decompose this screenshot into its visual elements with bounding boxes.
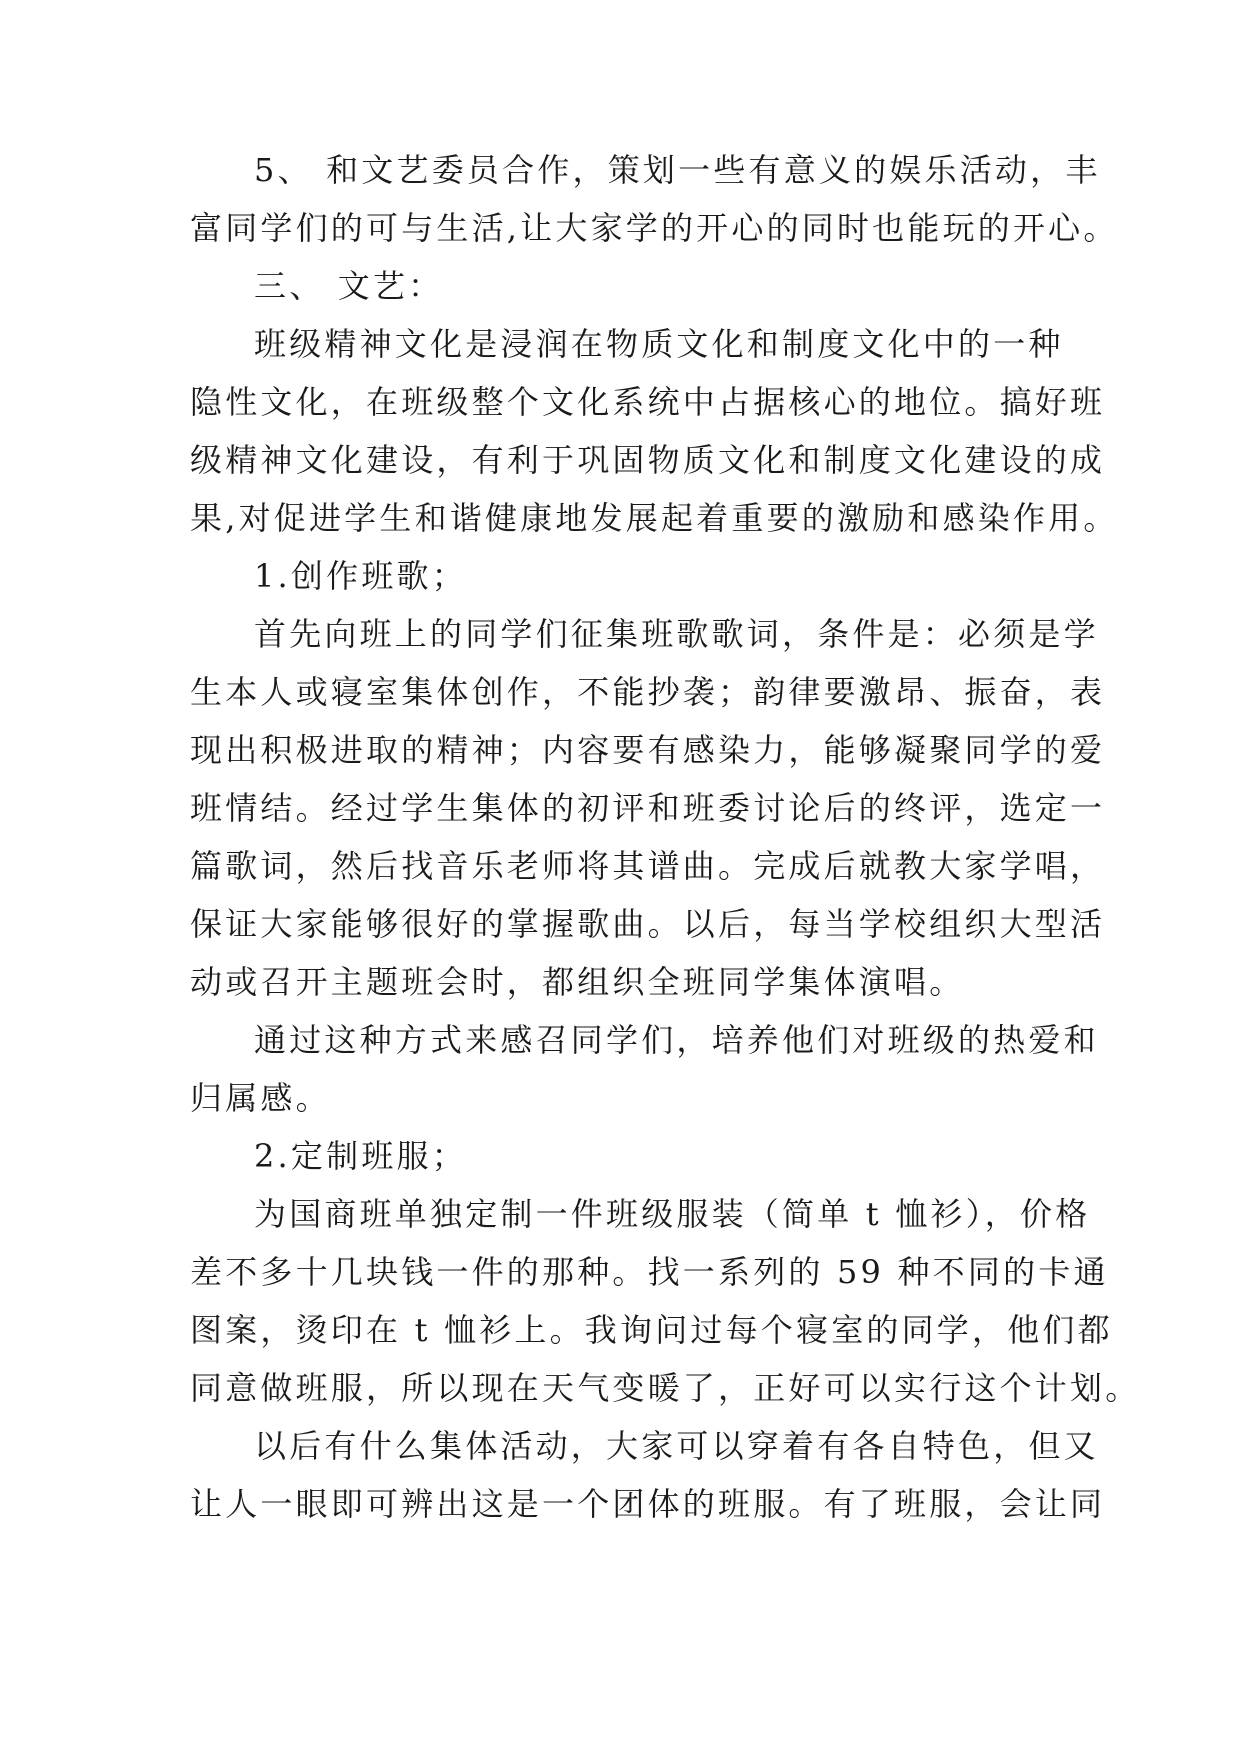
text-line: 篇歌词，然后找音乐老师将其谱曲。完成后就教大家学唱，	[190, 847, 1106, 885]
text-line: 富同学们的可与生活,让大家学的开心的同时也能玩的开心。	[190, 209, 1119, 247]
text-line: 图案，烫印在 t 恤衫上。我询问过每个寝室的同学，他们都	[190, 1311, 1113, 1349]
subheading: 1.创作班歌；	[254, 557, 467, 595]
text-line: 让人一眼即可辨出这是一个团体的班服。有了班服，会让同	[190, 1485, 1106, 1523]
text-line: 首先向班上的同学们征集班歌歌词，条件是：必须是学	[254, 615, 1099, 653]
text-line: 同意做班服，所以现在天气变暖了，正好可以实行这个计划。	[190, 1369, 1141, 1407]
text-line: 现出积极进取的精神；内容要有感染力，能够凝聚同学的爱	[190, 731, 1106, 769]
text-line: 生本人或寝室集体创作，不能抄袭；韵律要激昂、振奋，表	[190, 673, 1106, 711]
text-line: 级精神文化建设，有利于巩固物质文化和制度文化建设的成	[190, 441, 1106, 479]
text-line: 为国商班单独定制一件班级服装（简单 t 恤衫），价格	[254, 1195, 1091, 1233]
text-line: 班情结。经过学生集体的初评和班委讨论后的终评，选定一	[190, 789, 1106, 827]
text-line: 通过这种方式来感召同学们，培养他们对班级的热爱和	[254, 1021, 1099, 1059]
text-line: 差不多十几块钱一件的那种。找一系列的 59 种不同的卡通	[190, 1253, 1109, 1291]
subheading: 2.定制班服；	[254, 1137, 467, 1175]
text-line: 5、 和文艺委员合作，策划一些有意义的娱乐活动，丰	[254, 151, 1101, 189]
text-line: 果,对促进学生和谐健康地发展起着重要的激励和感染作用。	[190, 499, 1119, 537]
text-line: 以后有什么集体活动，大家可以穿着有各自特色，但又	[254, 1427, 1099, 1465]
section-heading: 三、 文艺：	[254, 267, 444, 305]
text-line: 保证大家能够很好的掌握歌曲。以后，每当学校组织大型活	[190, 905, 1106, 943]
text-line: 班级精神文化是浸润在物质文化和制度文化中的一种	[254, 325, 1064, 363]
text-line: 归属感。	[190, 1079, 331, 1117]
text-line: 动或召开主题班会时，都组织全班同学集体演唱。	[190, 963, 965, 1001]
text-line: 隐性文化，在班级整个文化系统中占据核心的地位。搞好班	[190, 383, 1106, 421]
